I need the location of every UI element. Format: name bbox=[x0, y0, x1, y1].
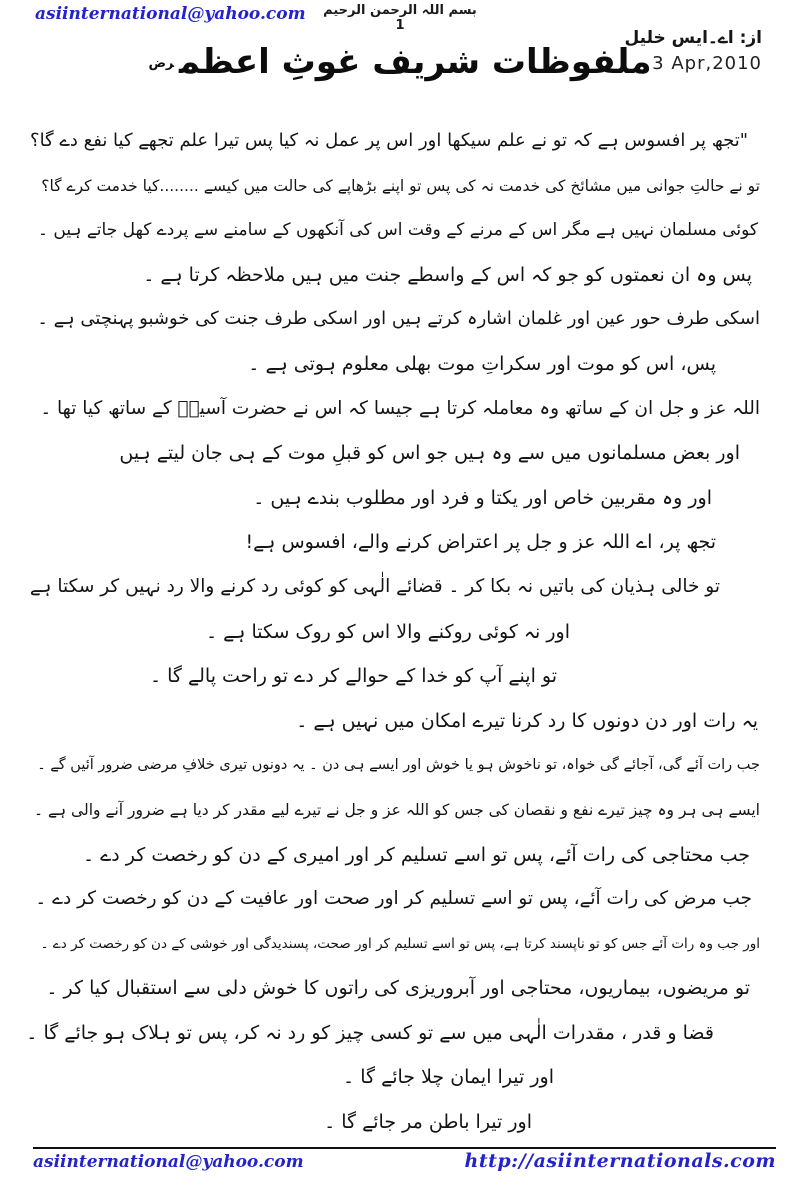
body-line: اور تیرا باطن مر جائے گا ۔ bbox=[324, 1111, 532, 1134]
body-line: یہ رات اور دن دونوں کا رد کرنا تیرے امکان میں نہیں ہے ۔ bbox=[296, 709, 758, 732]
body-line: تو مریضوں، بیماریوں، محتاجی اور آبروریزی کی راتوں کا خوش دلی سے استقبال کیا کر ۔ bbox=[46, 977, 750, 1000]
document-date: 3 Apr,2010 bbox=[652, 53, 762, 74]
body-line: پس وہ ان نعمتوں کو جو کہ اس کے واسطے جنت میں ہیں ملاحظہ کرتا ہے ۔ bbox=[143, 263, 752, 286]
page-title: ملفوظات شریف غوثِ اعظم bbox=[179, 42, 652, 82]
body-line: اور بعض مسلمانوں میں سے وہ ہیں جو اس کو قبلِ موت کے ہی جان لیتے ہیں bbox=[119, 442, 740, 465]
body-line: اللہ عز و جل ان کے ساتھ وہ معاملہ کرتا ہے جیسا کہ اس نے حضرت آسیہؓ کے ساتھ کیا تھا ۔ bbox=[40, 397, 760, 419]
body-line: تجھ پر، اے اللہ عز و جل پر اعتراض کرنے والے، افسوس ہے! bbox=[245, 531, 716, 554]
footer-email-link[interactable]: asiinternational@yahoo.com bbox=[33, 1152, 304, 1172]
body-line: پس، اس کو موت اور سکراتِ موت بھلی معلوم ہوتی ہے ۔ bbox=[248, 352, 716, 375]
body-line: جب محتاجی کی رات آئے، پس تو اسے تسلیم کر اور امیری کے دن کو رخصت کر دے ۔ bbox=[82, 843, 750, 866]
body-line: کوئی مسلمان نہیں ہے مگر اس کے مرنے کے وقت اس کی آنکھوں کے سامنے سے پردے کھل جاتے ہیں ۔ bbox=[38, 220, 758, 241]
body-line: اور جب وہ رات آئے جس کو تو ناپسند کرتا ہے، پس تو اسے تسلیم کر اور صحت، پسندیدگی اور خوشی کے دن کو رخصت کر دے ۔ bbox=[40, 935, 760, 952]
body-line: اور وہ مقربین خاص اور یکتا و فرد اور مطلوب بندے ہیں ۔ bbox=[253, 486, 712, 509]
body-line: تو اپنے آپ کو خدا کے حوالے کر دے تو راحت پالے گا ۔ bbox=[149, 665, 557, 688]
body-line: ایسے ہی ہر وہ چیز تیرے نفع و نقصان کی جس کو اللہ عز و جل نے تیرے لیے مقدر کر دیا ہے ضرور آنے والی ہے ۔ bbox=[33, 800, 760, 819]
footer-divider bbox=[33, 1147, 776, 1149]
body-line: جب رات آئے گی، آجائے گی خواہ، تو ناخوش ہو یا خوش اور ایسے ہی دن ۔ یہ دونوں تیری خلافِ مرضی ضرور آئیں گے ۔ bbox=[37, 757, 760, 774]
body-text bbox=[22, 119, 760, 1145]
footer-url-link[interactable]: http://asiinternationals.com bbox=[464, 1150, 776, 1172]
body-line: "تجھ پر افسوس ہے کہ تو نے علم سیکھا اور اس پر عمل نہ کیا پس تیرا علم تجھے کیا نفع دے گا؟ bbox=[30, 130, 748, 151]
body-line: تو نے حالتِ جوانی میں مشائخ کی خدمت نہ کی پس تو اپنے بڑھاپے کی حالت میں کیسے ........کیا خدمت کرے گا؟ bbox=[41, 176, 760, 195]
title-honorific: رض bbox=[148, 55, 175, 71]
page-number: 1 bbox=[395, 18, 405, 33]
body-line: تو خالی ہذیان کی باتیں نہ بکا کر ۔ قضائے الٰہی کو کوئی رد کرنے والا رد نہیں کر سکتا ہے bbox=[29, 575, 720, 597]
title-row bbox=[0, 42, 800, 82]
author-byline: از: اے۔ایس خلیل bbox=[624, 28, 762, 48]
body-line: اسکی طرف حور عین اور غلمان اشارہ کرتے ہیں اور اسکی طرف جنت کی خوشبو پہنچتی ہے ۔ bbox=[37, 308, 760, 330]
body-line: اور تیرا ایمان چلا جائے گا ۔ bbox=[343, 1066, 554, 1089]
bismillah-text: بسم اللہ الرحمن الرحیم bbox=[323, 3, 477, 18]
body-line: قضا و قدر ، مقدرات الٰہی میں سے تو کسی چیز کو رد نہ کر، پس تو ہلاک ہو جائے گا ۔ bbox=[26, 1021, 714, 1044]
header-email-link[interactable]: asiinternational@yahoo.com bbox=[35, 4, 306, 24]
body-line: اور نہ کوئی روکنے والا اس کو روک سکتا ہے ۔ bbox=[205, 620, 570, 643]
body-line: جب مرض کی رات آئے، پس تو اسے تسلیم کر اور صحت اور عافیت کے دن کو رخصت کر دے ۔ bbox=[35, 888, 752, 910]
